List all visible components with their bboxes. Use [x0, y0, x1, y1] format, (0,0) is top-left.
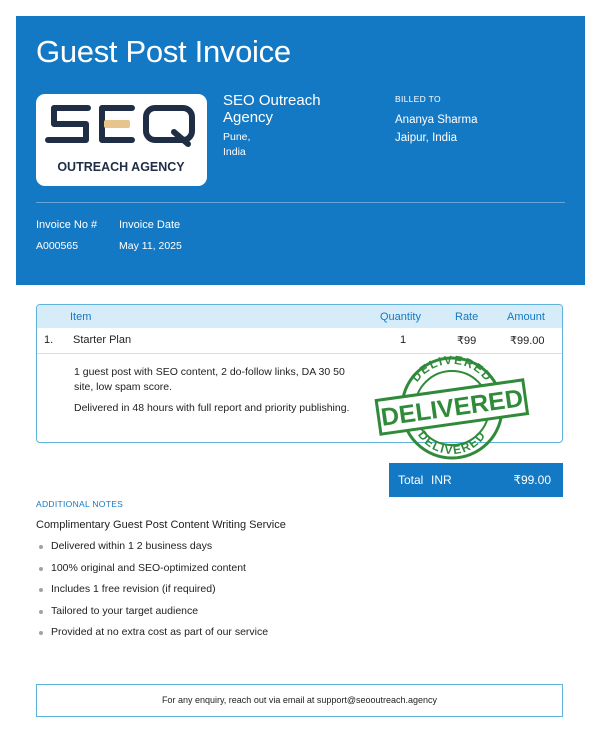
table-header: [37, 305, 562, 328]
stamp-text-top: DELIVERED: [408, 354, 496, 385]
company-city: Pune,: [223, 131, 251, 143]
delivered-stamp-icon: [372, 354, 532, 462]
header-amount: Amount: [507, 311, 545, 323]
invoice-date-label: Invoice Date: [119, 219, 181, 231]
row-item: Starter Plan: [73, 334, 132, 346]
total-bar: [389, 463, 563, 497]
notes-list: [36, 540, 268, 648]
invoice-date-value: May 11, 2025: [119, 240, 182, 252]
invoice-number-value: A000565: [36, 240, 79, 252]
billed-to: [395, 94, 477, 144]
notes-intro: Complimentary Guest Post Content Writing Service: [36, 519, 286, 531]
total-label: Total: [398, 473, 424, 487]
invoice-date-block: [119, 219, 182, 252]
billed-to-label: BILLED TO: [395, 94, 441, 104]
logo-text: OUTREACH AGENCY: [57, 160, 185, 174]
customer-name: Ananya Sharma: [395, 114, 478, 126]
total-currency: INR: [431, 473, 452, 487]
description-line: 1 guest post with SEO content, 2 do-follow links, DA 30 50 site, low spam score.: [74, 366, 345, 393]
list-item: Delivered within 1 2 business days: [36, 540, 268, 562]
footer-contact: [36, 684, 563, 717]
svg-text:DELIVERED: [415, 428, 489, 457]
company-info: [223, 92, 363, 160]
notes-heading: ADDITIONAL NOTES: [36, 499, 124, 509]
list-item: Includes 1 free revision (if required): [36, 583, 268, 605]
item-description: [74, 365, 359, 422]
row-quantity: 1: [400, 334, 407, 346]
customer-location: Jaipur, India: [395, 132, 458, 144]
seo-logo-icon: [36, 94, 207, 186]
header-quantity: Quantity: [380, 311, 421, 323]
row-amount: ₹99.00: [510, 335, 545, 347]
invoice-header: [16, 16, 585, 285]
header-rate: Rate: [455, 311, 479, 323]
row-number: 1.: [44, 334, 54, 346]
stamp-text-bottom: DELIVERED: [415, 427, 489, 458]
list-item: Tailored to your target audience: [36, 605, 268, 627]
list-item: 100% original and SEO-optimized content: [36, 562, 268, 584]
footer-text: For any enquiry, reach out via email at support@seooutreach.agency: [161, 695, 438, 705]
header-divider: [36, 202, 565, 203]
page-title: Guest Post Invoice: [36, 34, 291, 69]
description-line: Delivered in 48 hours with full report and priority publishing.: [74, 402, 350, 414]
table-row: [37, 328, 562, 354]
company-country: India: [223, 146, 246, 158]
list-item: Provided at no extra cost as part of our service: [36, 626, 268, 648]
row-rate: ₹99: [457, 335, 477, 347]
company-logo: [36, 94, 207, 186]
invoice-number-block: [36, 219, 97, 252]
invoice-number-label: Invoice No #: [36, 219, 98, 231]
stamp-text-main: DELIVERED: [379, 384, 525, 432]
header-item: Item: [70, 311, 92, 323]
company-name: SEO Outreach Agency: [223, 92, 321, 126]
total-amount: ₹99.00: [513, 473, 551, 487]
svg-text:DELIVERED: [409, 354, 496, 384]
